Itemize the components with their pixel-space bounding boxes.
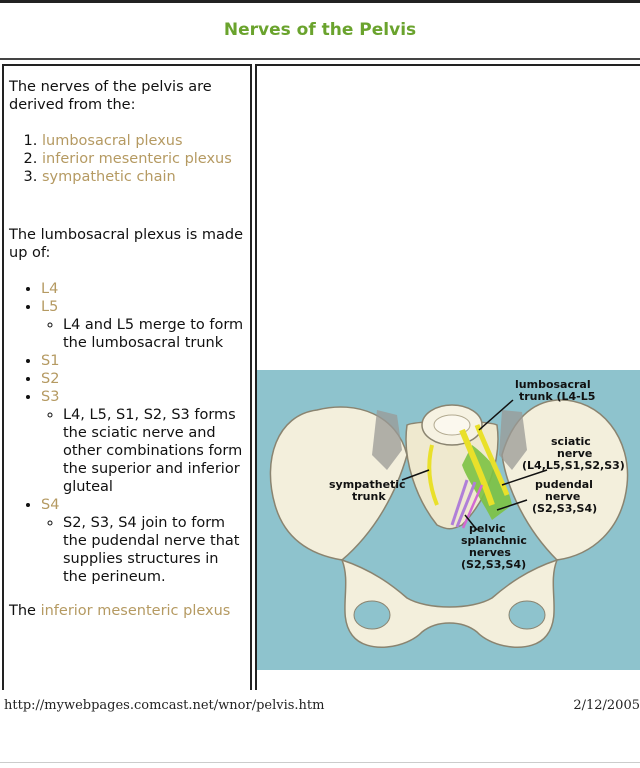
list-item: [42, 168, 244, 186]
bottom-text: The inferior mesenteric plexus: [9, 603, 231, 619]
list-item: [41, 298, 244, 352]
label-pudendal-1: pudendal: [535, 478, 593, 491]
list-item: [41, 280, 244, 298]
label-lumbosacral-1: lumbosacral: [515, 378, 591, 391]
label-pudendal-3: (S2,S3,S4): [532, 502, 598, 515]
list-item: [41, 388, 244, 496]
label-pelvic-2: splanchnic: [461, 534, 527, 547]
left-text-panel[interactable]: [2, 64, 252, 690]
link-s4[interactable]: S4: [41, 497, 60, 513]
list-item: [41, 352, 244, 370]
label-pudendal-2: nerve: [545, 490, 581, 503]
list-item: ◦ S2, S3, S4 join to form the pudendal nerve that supplies structures in the perineum.: [63, 514, 244, 586]
link-inferior-mesenteric-plexus[interactable]: inferior mesenteric plexus: [42, 151, 232, 167]
link-s2[interactable]: S2: [41, 371, 60, 387]
label-sympathetic-2: trunk: [352, 490, 386, 503]
page-title: Nerves of the Pelvis: [223, 20, 417, 40]
label-sciatic-3: (L4,L5,S1,S2,S3): [522, 459, 625, 472]
link-l4[interactable]: L4: [41, 281, 59, 297]
footer-date: 2/12/2005: [573, 698, 640, 713]
sub-list: [41, 406, 244, 496]
title-divider: [0, 58, 640, 60]
bottom-rule: [0, 762, 640, 763]
list-item: [41, 370, 244, 388]
list-item: ◦ L4, L5, S1, S2, S3 forms the sciatic nerve and other combinations form the superior and inferior gluteal: [63, 406, 244, 496]
list-item: [42, 132, 244, 150]
list-item: [41, 496, 244, 586]
label-pelvic-3: nerves: [469, 546, 511, 559]
intro-text: The nerves of the pelvis are derived from the:: [9, 79, 212, 113]
label-sciatic-2: nerve: [557, 447, 593, 460]
top-rule: [0, 0, 640, 3]
label-pelvic-4: (S2,S3,S4): [461, 558, 527, 571]
sources-list: [9, 132, 244, 186]
sub-list: [41, 316, 244, 352]
label-sympathetic-1: sympathetic: [329, 478, 406, 491]
right-obturator-foramen: [509, 601, 545, 629]
list-item: ◦ L4 and L5 merge to form the lumbosacral trunk: [63, 316, 244, 352]
link-s1[interactable]: S1: [41, 353, 60, 369]
roots-list: [9, 280, 244, 586]
left-obturator-foramen: [354, 601, 390, 629]
lumbosacral-intro: The lumbosacral plexus is made up of:: [9, 227, 244, 261]
label-pelvic-1: pelvic: [469, 522, 506, 535]
link-l5[interactable]: L5: [41, 299, 59, 315]
label-lumbosacral-2: trunk (L4-L5: [519, 390, 596, 403]
pelvis-diagram: [257, 370, 640, 670]
link-sympathetic-chain[interactable]: sympathetic chain: [42, 169, 176, 185]
pelvis-illustration: [257, 370, 640, 670]
sub-list: [41, 514, 244, 586]
link-inferior-mesenteric-plexus-2[interactable]: inferior mesenteric plexus: [40, 603, 231, 619]
label-sciatic-1: sciatic: [551, 435, 591, 448]
list-item: [42, 150, 244, 168]
footer-url[interactable]: http://mywebpages.comcast.net/wnor/pelvis.htm: [4, 698, 325, 713]
link-s3[interactable]: S3: [41, 389, 60, 405]
text-content: [4, 66, 250, 620]
link-lumbosacral-plexus[interactable]: lumbosacral plexus: [42, 133, 183, 149]
right-image-panel: [255, 64, 640, 690]
